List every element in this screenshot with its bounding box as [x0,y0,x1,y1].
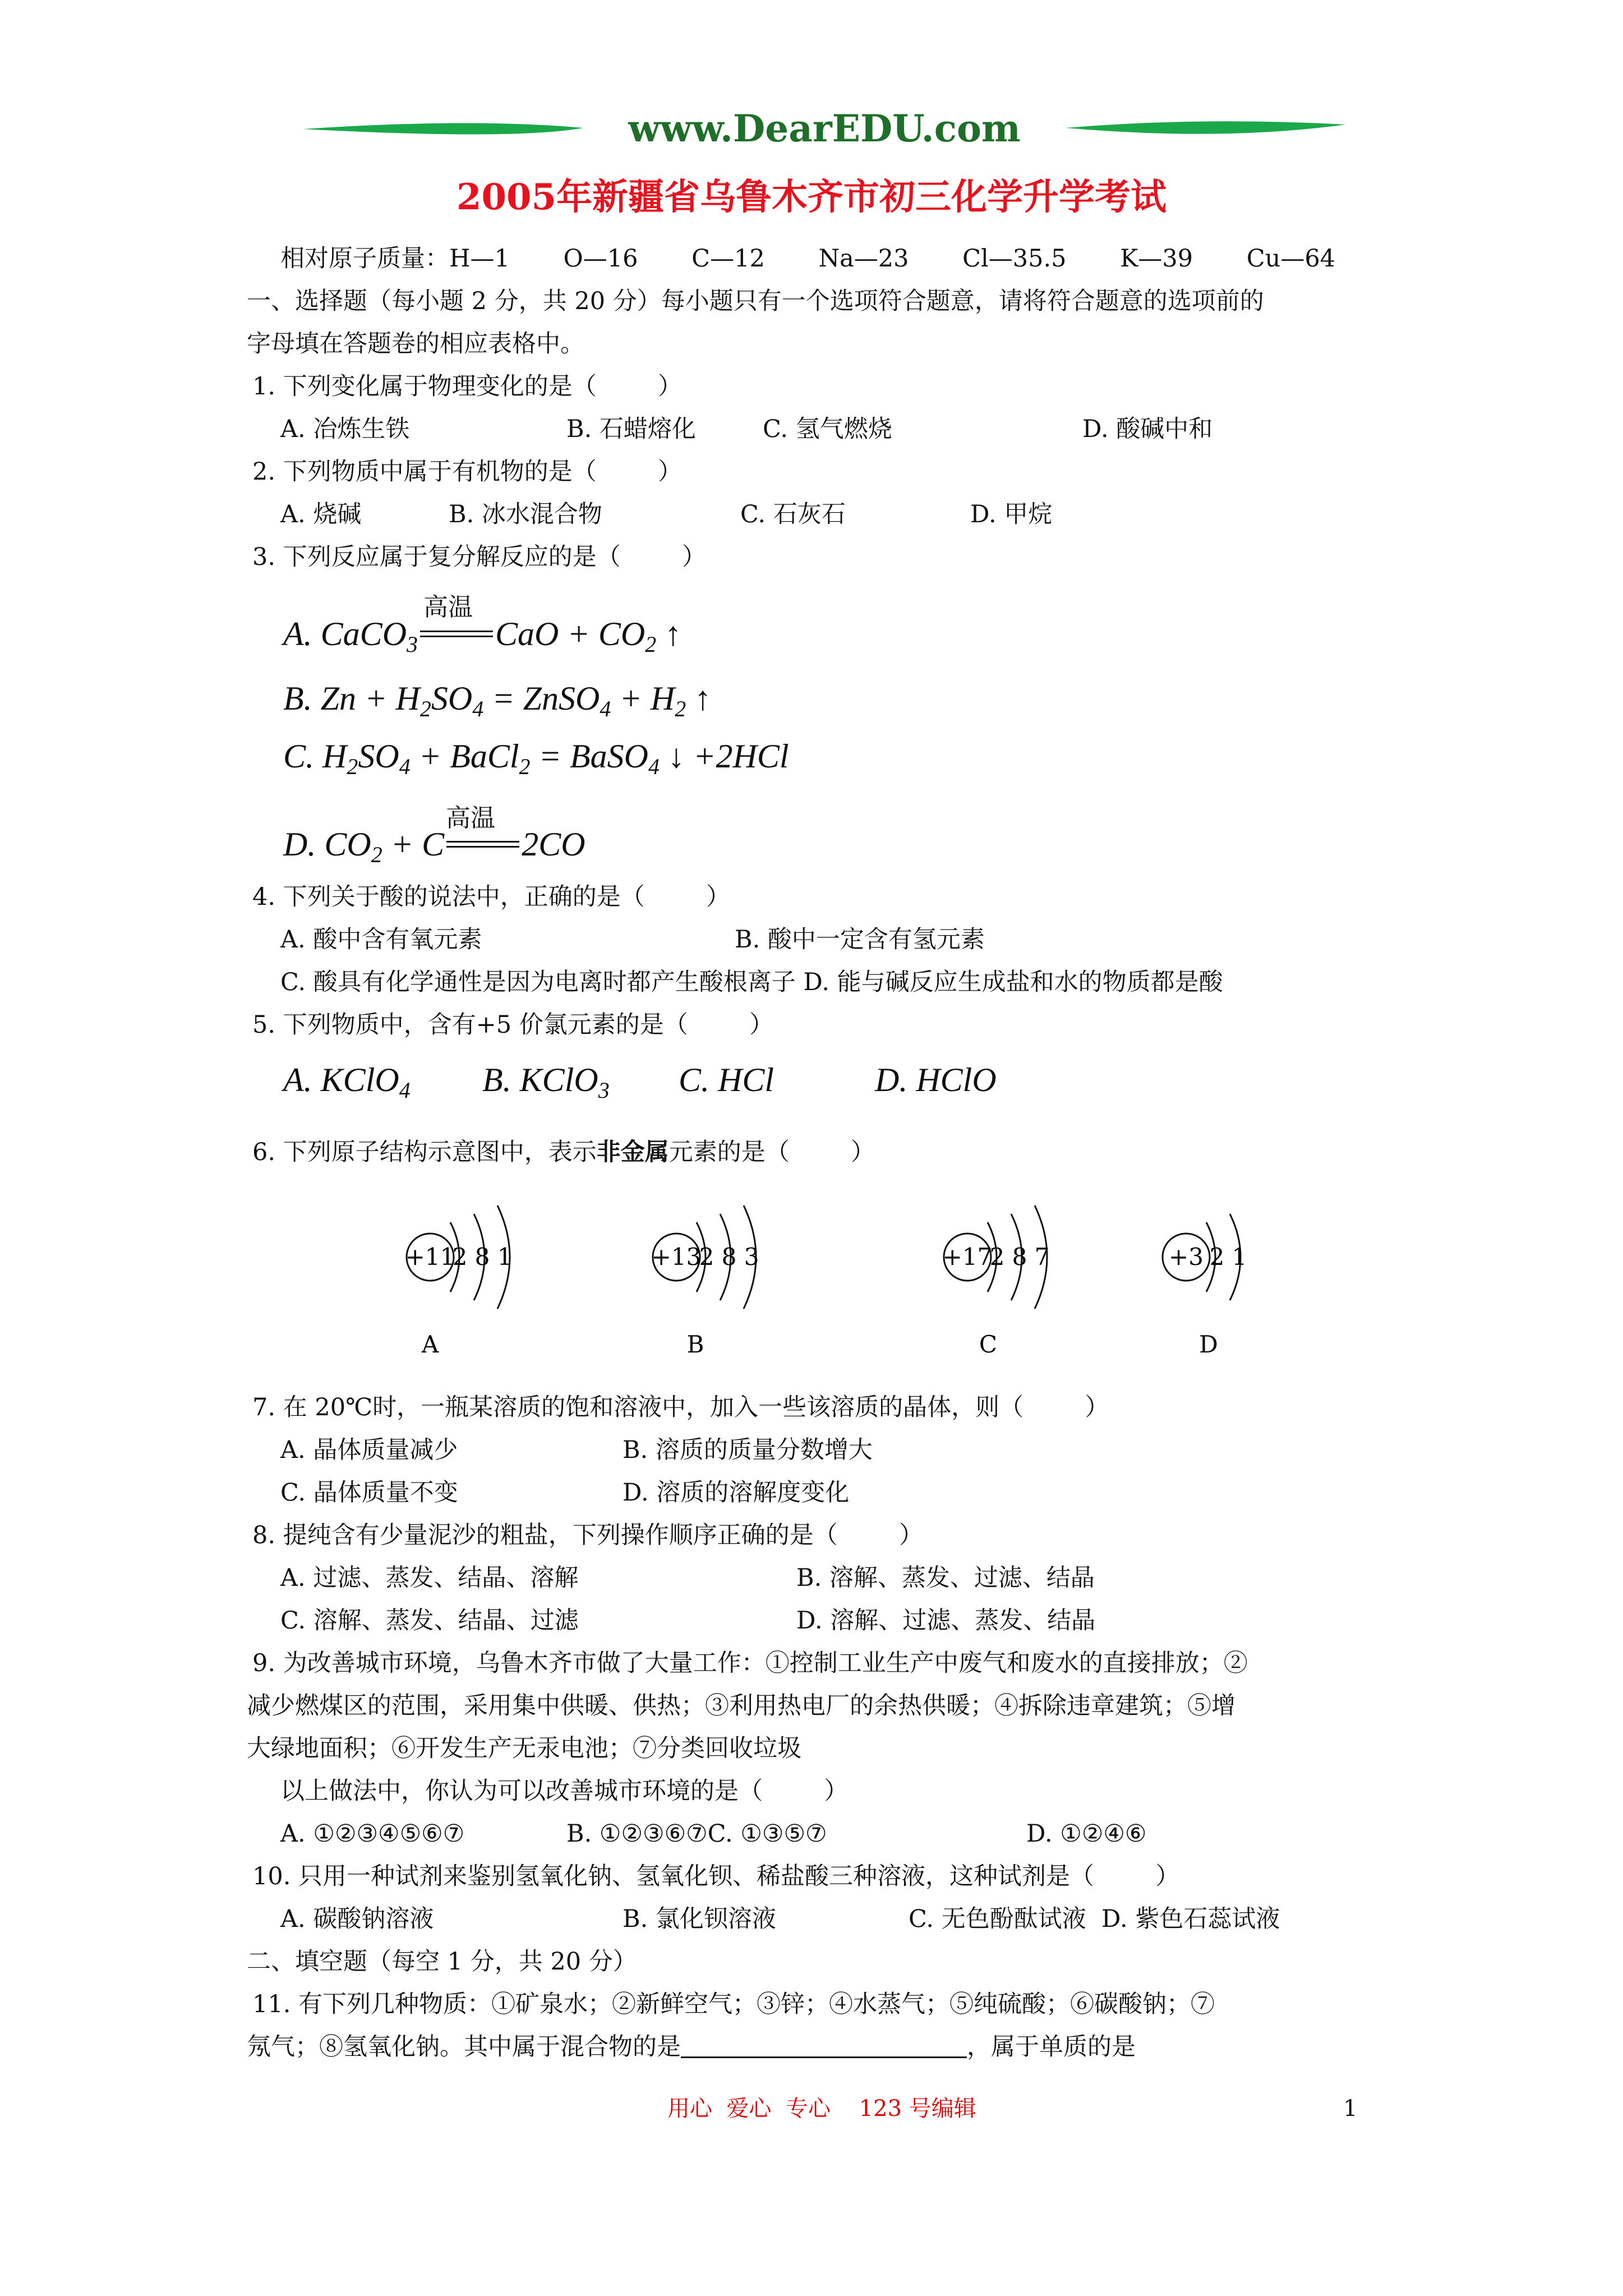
q7-option-c: C. 晶体质量不变 [280,1479,458,1507]
q9-option-a: A. ①②③④⑤⑥⑦ [280,1820,465,1848]
q3-equation-c: C. $H_2SO_4$ + BaCl$_2$ = BaSO$_4$ ↓ +2HCl [283,738,789,779]
section1-heading-line1: 一、选择题（每小题 2 分，共 20 分）每小题只有一个选项符合题意，请将符合题意的选项前的 [247,287,1264,315]
q1-stem: 1. 下列变化属于物理变化的是（ ） [252,372,683,401]
atom-a-shells: 2 8 1 [452,1243,513,1271]
q7-option-a: A. 晶体质量减少 [280,1436,458,1464]
q5-option-d: D. HClO [875,1061,997,1098]
q11-line2: 氖气；⑧氢氧化钠。其中属于混合物的是 ，属于单质的是 [247,2033,1136,2061]
q10-stem: 10. 只用一种试剂来鉴别氢氧化钠、氢氧化钡、稀盐酸三种溶液，这种试剂是（ ） [252,1862,1180,1890]
q4-stem: 4. 下列关于酸的说法中，正确的是（ ） [252,883,731,911]
q9-line2: 减少燃煤区的范围，采用集中供暖、供热；③利用热电厂的余热供暖；④拆除违章建筑；⑤增 [247,1692,1235,1720]
q3a-condition: 高温 [423,593,473,622]
atom-a-label: A [422,1331,439,1358]
atom-diagram-a [405,1205,513,1358]
q5-option-a: A. KClO$_4$ [283,1061,411,1103]
q2-option-a: A. 烧碱 [280,500,362,528]
atom-diagram-b [652,1205,759,1358]
q8-option-d: D. 溶解、过滤、蒸发、结晶 [796,1607,1096,1635]
atom-d-label: D [1199,1331,1219,1358]
q4-option-b: B. 酸中一定含有氢元素 [735,926,985,954]
atom-b-label: B [686,1331,704,1358]
q5-option-b: B. KClO$_3$ [482,1061,610,1103]
atom-b-shells: 2 8 3 [699,1243,759,1271]
atom-b-nucleus: +13 [651,1243,702,1271]
atom-a-nucleus: +11 [405,1243,455,1271]
q10-option-cd: C. 无色酚酞试液 D. 紫色石蕊试液 [909,1905,1280,1933]
q2-option-c: C. 石灰石 [740,500,846,528]
q2-option-b: B. 冰水混合物 [449,500,602,528]
atom-diagram-c [943,1205,1050,1358]
q8-option-b: B. 溶解、蒸发、过滤、结晶 [796,1564,1095,1592]
q4-option-cd: C. 酸具有化学通性是因为电离时都产生酸根离子 D. 能与碱反应生成盐和水的物质都是酸 [280,968,1223,996]
q3-equation-b: B. $Zn + H_2SO_4$ = ZnSO$_4$ + $H_2$ ↑ [283,680,712,721]
atom-d-nucleus: +3 [1169,1243,1204,1271]
atom-d-shells: 2 1 [1209,1243,1247,1271]
q1-option-c: C. 氢气燃烧 [763,415,892,443]
site-banner-logo [303,101,1346,163]
q9-option-d: D. ①②④⑥ [1026,1820,1147,1848]
q9-line4: 以上做法中，你认为可以改善城市环境的是（ ） [280,1777,849,1805]
atom-diagrams [0,1178,1623,1358]
q2-stem: 2. 下列物质中属于有机物的是（ ） [252,458,683,486]
atomic-masses: 相对原子质量：H—1 O—16 C—12 Na—23 Cl—35.5 K—39 Cu—64 [280,245,1336,273]
q7-stem: 7. 在 20℃时，一瓶某溶质的饱和溶液中，加入一些该溶质的晶体，则（ ） [252,1393,1109,1421]
q5-option-c: C. HCl [679,1061,774,1098]
section1-heading-line2: 字母填在答题卷的相应表格中。 [247,330,584,358]
q3-equation-d: D. $CO_2 + C$ 2CO [283,826,585,867]
q3-equation-a: A. CaCO$_3$ CaO + $CO_2$ ↑ [283,615,682,657]
q1-option-d: D. 酸碱中和 [1082,415,1213,443]
site-url-text: www.DearEDU.com [628,107,1021,150]
q7-option-b: B. 溶质的质量分数增大 [623,1436,873,1464]
q10-option-b: B. 氯化钡溶液 [623,1905,776,1933]
q8-stem: 8. 提纯含有少量泥沙的粗盐，下列操作顺序正确的是（ ） [252,1521,924,1549]
atom-c-label: C [979,1331,998,1358]
q9-option-bc: B. ①②③⑥⑦C. ①③⑤⑦ [566,1820,827,1848]
footer-editor: 用心 爱心 专心 123 号编辑 [667,2096,976,2122]
q9-line1: 9. 为改善城市环境，乌鲁木齐市做了大量工作：①控制工业生产中废气和废水的直接排放；② [252,1649,1248,1677]
q9-line3: 大绿地面积；⑥开发生产无汞电池；⑦分类回收垃圾 [247,1734,801,1763]
exam-title: 2005年新疆省乌鲁木齐市初三化学升学考试 [456,176,1167,218]
q6-stem: 6. 下列原子结构示意图中，表示非金属元素的是（ ） [252,1138,875,1166]
page-number: 1 [1343,2096,1358,2122]
q3d-condition: 高温 [446,804,495,832]
q3-stem: 3. 下列反应属于复分解反应的是（ ） [252,543,707,571]
q8-option-a: A. 过滤、蒸发、结晶、溶解 [280,1564,579,1592]
q11-line1: 11. 有下列几种物质：①矿泉水；②新鲜空气；③锌；④水蒸气；⑤纯硫酸；⑥碳酸钠；⑦ [252,1990,1215,2018]
q5-stem: 5. 下列物质中，含有+5 价氯元素的是（ ） [252,1011,774,1039]
q11-answer-blank[interactable] [681,2032,967,2058]
q4-option-a: A. 酸中含有氧元素 [280,926,482,954]
q7-option-d: D. 溶质的溶解度变化 [623,1479,850,1507]
q2-option-d: D. 甲烷 [970,500,1053,528]
q1-option-a: A. 冶炼生铁 [280,415,410,443]
q10-option-a: A. 碳酸钠溶液 [280,1905,434,1933]
q8-option-c: C. 溶解、蒸发、结晶、过滤 [280,1607,579,1635]
atom-diagram-d [1163,1214,1247,1358]
atom-c-nucleus: +17 [942,1243,993,1271]
q1-option-b: B. 石蜡熔化 [566,415,696,443]
section2-heading: 二、填空题（每空 1 分，共 20 分） [247,1948,637,1976]
atom-c-shells: 2 8 7 [989,1243,1050,1271]
